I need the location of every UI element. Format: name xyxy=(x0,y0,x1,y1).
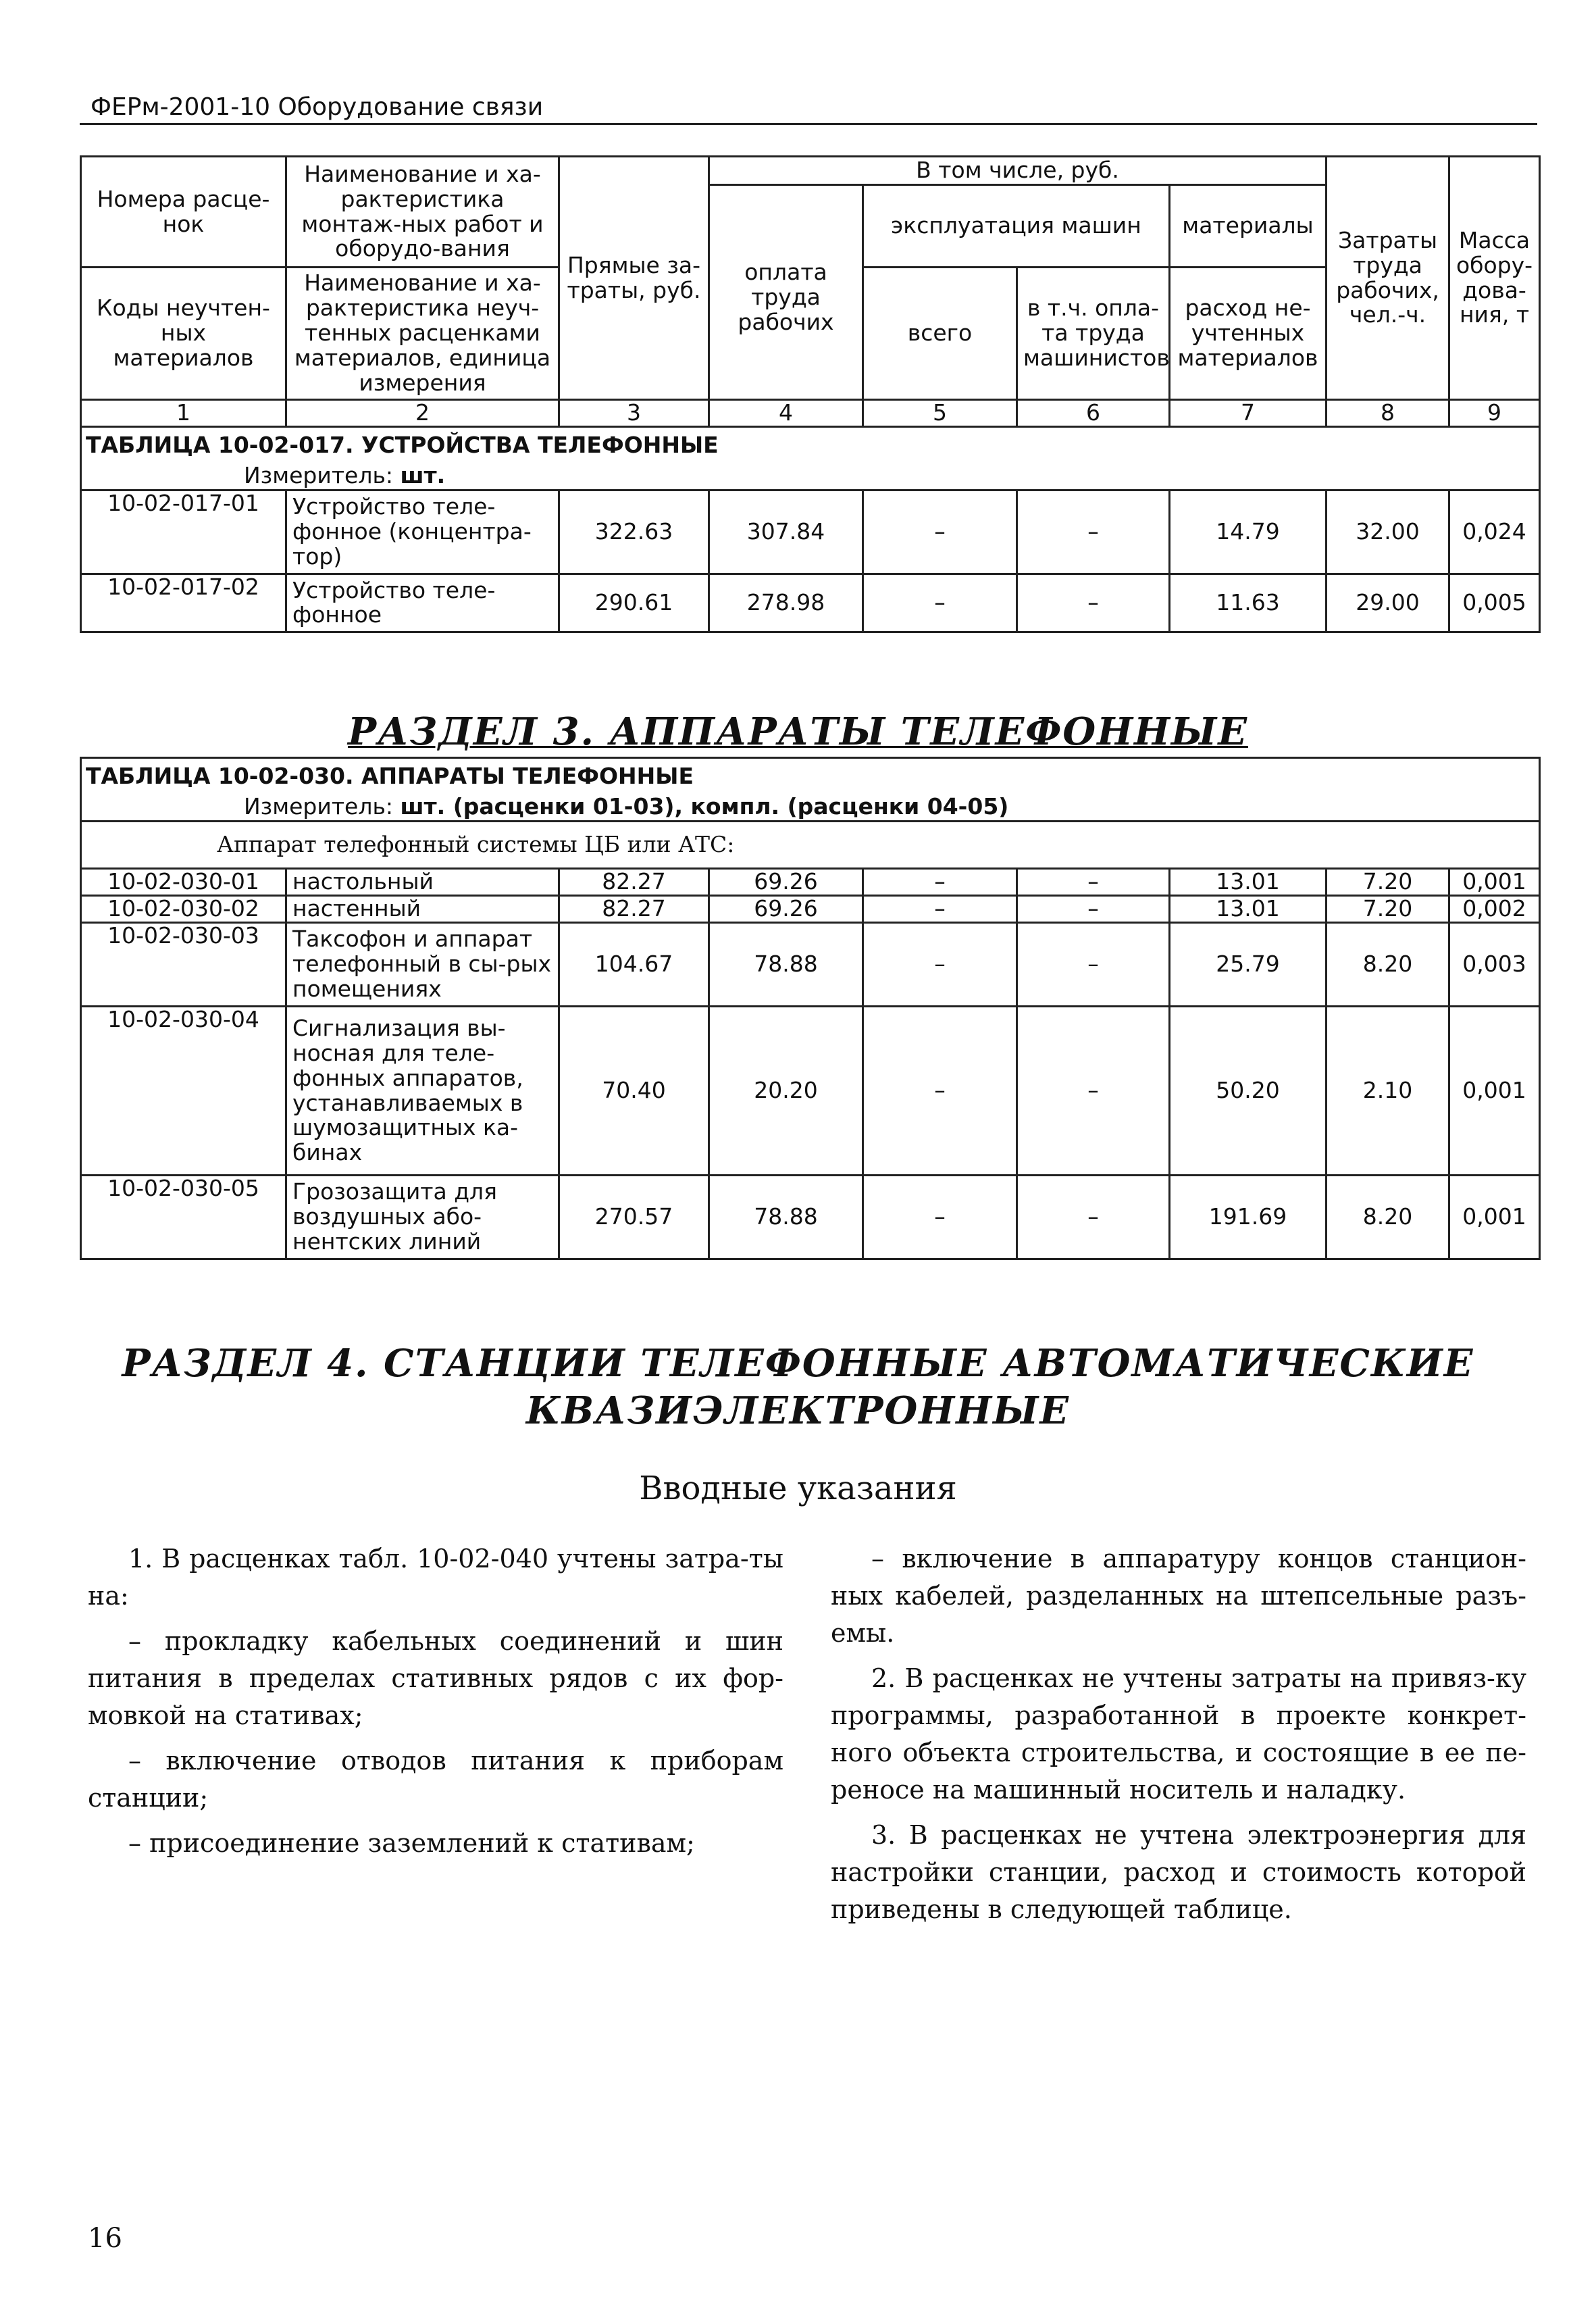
labor-pay: 69.26 xyxy=(709,869,863,896)
labor-pay: 20.20 xyxy=(709,1007,863,1176)
header-col6: в т.ч. опла-та труда машинистов xyxy=(1017,268,1170,400)
work-name: настенный xyxy=(286,896,559,923)
materials: 11.63 xyxy=(1170,574,1327,632)
header-col2-top: Наименование и ха-рактеристика монтаж-ных работ и оборудо-вания xyxy=(286,157,559,268)
paragraph: – прокладку кабельных соединений и шин питания в пределах стативных рядов с их фор-мовкой на стативах; xyxy=(88,1626,783,1730)
machines-total: – xyxy=(863,869,1017,896)
section-4-title-line2: КВАЗИЭЛЕКТРОННЫЕ xyxy=(525,1388,1071,1433)
col-number: 1 xyxy=(81,400,286,427)
col-number: 7 xyxy=(1170,400,1327,427)
unit-value: шт. (расценки 01-03), компл. (расценки 04-05) xyxy=(400,793,1009,820)
labor-hours: 2.10 xyxy=(1327,1007,1449,1176)
machines-total: – xyxy=(863,490,1017,574)
labor-pay: 69.26 xyxy=(709,896,863,923)
table-10-02-017 xyxy=(80,155,1541,633)
labor-hours: 29.00 xyxy=(1327,574,1449,632)
machines-total: – xyxy=(863,574,1017,632)
table-row xyxy=(81,1176,1540,1259)
header-rule xyxy=(80,123,1537,125)
labor-pay: 78.88 xyxy=(709,923,863,1007)
header-col1-top: Номера расце-нок xyxy=(81,157,286,268)
table-row xyxy=(81,490,1540,574)
unit-label: Измеритель: xyxy=(244,462,401,489)
table-row xyxy=(81,1007,1540,1176)
direct-costs: 82.27 xyxy=(559,869,709,896)
direct-costs: 104.67 xyxy=(559,923,709,1007)
materials: 25.79 xyxy=(1170,923,1327,1007)
labor-pay: 307.84 xyxy=(709,490,863,574)
section-4-title-line1: РАЗДЕЛ 4. СТАНЦИИ ТЕЛЕФОННЫЕ АВТОМАТИЧЕСКИЕ xyxy=(122,1341,1474,1386)
table-unit xyxy=(81,795,1540,822)
materials: 50.20 xyxy=(1170,1007,1327,1176)
rate-code: 10-02-017-01 xyxy=(81,490,286,574)
labor-pay: 78.88 xyxy=(709,1176,863,1259)
machinists-pay: – xyxy=(1017,896,1170,923)
equipment-mass: 0,001 xyxy=(1449,1176,1540,1259)
machinists-pay: – xyxy=(1017,574,1170,632)
work-name: Устройство теле-фонное xyxy=(286,574,559,632)
table-row xyxy=(81,869,1540,896)
table-subheading: Аппарат телефонный системы ЦБ или АТС: xyxy=(81,822,1540,869)
materials: 14.79 xyxy=(1170,490,1327,574)
table-row xyxy=(81,923,1540,1007)
labor-hours: 8.20 xyxy=(1327,923,1449,1007)
unit-value: шт. xyxy=(400,462,446,489)
labor-pay: 278.98 xyxy=(709,574,863,632)
header-incl-group: В том числе, руб. xyxy=(709,157,1327,185)
text-column-right xyxy=(831,1540,1526,1936)
header-materials-group: материалы xyxy=(1170,185,1327,268)
direct-costs: 290.61 xyxy=(559,574,709,632)
paragraph: 2. В расценках не учтены затраты на привяз-ку программы, разработанной в проекте конкрет-ного объекта строительства, и состоящие в ее пе-реносе на машинный носитель и наладку. xyxy=(831,1663,1526,1805)
rate-code: 10-02-030-05 xyxy=(81,1176,286,1259)
col-number: 6 xyxy=(1017,400,1170,427)
table-unit xyxy=(81,463,1540,490)
direct-costs: 270.57 xyxy=(559,1176,709,1259)
equipment-mass: 0,002 xyxy=(1449,896,1540,923)
header-col5: всего xyxy=(863,268,1017,400)
work-name: Грозозащита для воздушных або-нентских линий xyxy=(286,1176,559,1259)
paragraph: 3. В расценках не учтена электроэнергия для настройки станции, расход и стоимость которой приведены в следующей таблице. xyxy=(831,1820,1526,1924)
col-number: 9 xyxy=(1449,400,1540,427)
paragraph: – включение в аппаратуру концов станцион-ных кабелей, разделанных на штепсельные разъ-емы. xyxy=(831,1544,1526,1648)
header-col2-bottom: Наименование и ха-рактеристика неуч-тенных расценками материалов, единица измерения xyxy=(286,268,559,400)
header-col3: Прямые за-траты, руб. xyxy=(559,157,709,400)
header-col9: Масса обору-дова-ния, т xyxy=(1449,157,1540,400)
page-number: 16 xyxy=(88,2223,122,2254)
paragraph: – включение отводов питания к приборам станции; xyxy=(88,1746,783,1813)
header-col4: оплата труда рабочих xyxy=(709,185,863,400)
materials: 13.01 xyxy=(1170,896,1327,923)
work-name: Устройство теле-фонное (концентра-тор) xyxy=(286,490,559,574)
col-number: 2 xyxy=(286,400,559,427)
labor-hours: 32.00 xyxy=(1327,490,1449,574)
header-col1-bottom: Коды неучтен-ных материалов xyxy=(81,268,286,400)
materials: 13.01 xyxy=(1170,869,1327,896)
running-header: ФЕРм-2001-10 Оборудование связи xyxy=(91,93,544,121)
rate-code: 10-02-030-03 xyxy=(81,923,286,1007)
equipment-mass: 0,005 xyxy=(1449,574,1540,632)
paragraph: 1. В расценках табл. 10-02-040 учтены затра-ты на: xyxy=(88,1544,783,1611)
table-row xyxy=(81,574,1540,632)
header-machines-group: эксплуатация машин xyxy=(863,185,1170,268)
labor-hours: 7.20 xyxy=(1327,869,1449,896)
rate-code: 10-02-030-04 xyxy=(81,1007,286,1176)
rate-code: 10-02-030-01 xyxy=(81,869,286,896)
labor-hours: 7.20 xyxy=(1327,896,1449,923)
rate-code: 10-02-030-02 xyxy=(81,896,286,923)
text-column-left xyxy=(88,1540,783,1870)
machines-total: – xyxy=(863,1007,1017,1176)
col-number: 3 xyxy=(559,400,709,427)
col-number: 5 xyxy=(863,400,1017,427)
table-caption: ТАБЛИЦА 10-02-017. УСТРОЙСТВА ТЕЛЕФОННЫЕ xyxy=(81,426,1540,463)
work-name: Сигнализация вы-носная для теле-фонных аппаратов, устанавливаемых в шумозащитных ка-бинах xyxy=(286,1007,559,1176)
direct-costs: 70.40 xyxy=(559,1007,709,1176)
machines-total: – xyxy=(863,923,1017,1007)
machines-total: – xyxy=(863,896,1017,923)
direct-costs: 82.27 xyxy=(559,896,709,923)
equipment-mass: 0,001 xyxy=(1449,1007,1540,1176)
paragraph: – присоединение заземлений к стативам; xyxy=(128,1828,695,1858)
labor-hours: 8.20 xyxy=(1327,1176,1449,1259)
intro-title: Вводные указания xyxy=(639,1469,957,1507)
table-row xyxy=(81,896,1540,923)
rate-code: 10-02-017-02 xyxy=(81,574,286,632)
col-number: 8 xyxy=(1327,400,1449,427)
unit-label: Измеритель: xyxy=(244,793,401,820)
work-name: Таксофон и аппарат телефонный в сы-рых помещениях xyxy=(286,923,559,1007)
equipment-mass: 0,003 xyxy=(1449,923,1540,1007)
machinists-pay: – xyxy=(1017,1176,1170,1259)
machines-total: – xyxy=(863,1176,1017,1259)
col-number: 4 xyxy=(709,400,863,427)
section-3-title: РАЗДЕЛ 3. АППАРАТЫ ТЕЛЕФОННЫЕ xyxy=(347,709,1249,754)
header-col8: Затраты труда рабочих, чел.-ч. xyxy=(1327,157,1449,400)
header-col7: расход не-учтенных материалов xyxy=(1170,268,1327,400)
materials: 191.69 xyxy=(1170,1176,1327,1259)
work-name: настольный xyxy=(286,869,559,896)
equipment-mass: 0,024 xyxy=(1449,490,1540,574)
machinists-pay: – xyxy=(1017,1007,1170,1176)
machinists-pay: – xyxy=(1017,923,1170,1007)
direct-costs: 322.63 xyxy=(559,490,709,574)
machinists-pay: – xyxy=(1017,869,1170,896)
table-caption: ТАБЛИЦА 10-02-030. АППАРАТЫ ТЕЛЕФОННЫЕ xyxy=(81,758,1540,795)
machinists-pay: – xyxy=(1017,490,1170,574)
table-10-02-030 xyxy=(80,757,1541,1260)
equipment-mass: 0,001 xyxy=(1449,869,1540,896)
